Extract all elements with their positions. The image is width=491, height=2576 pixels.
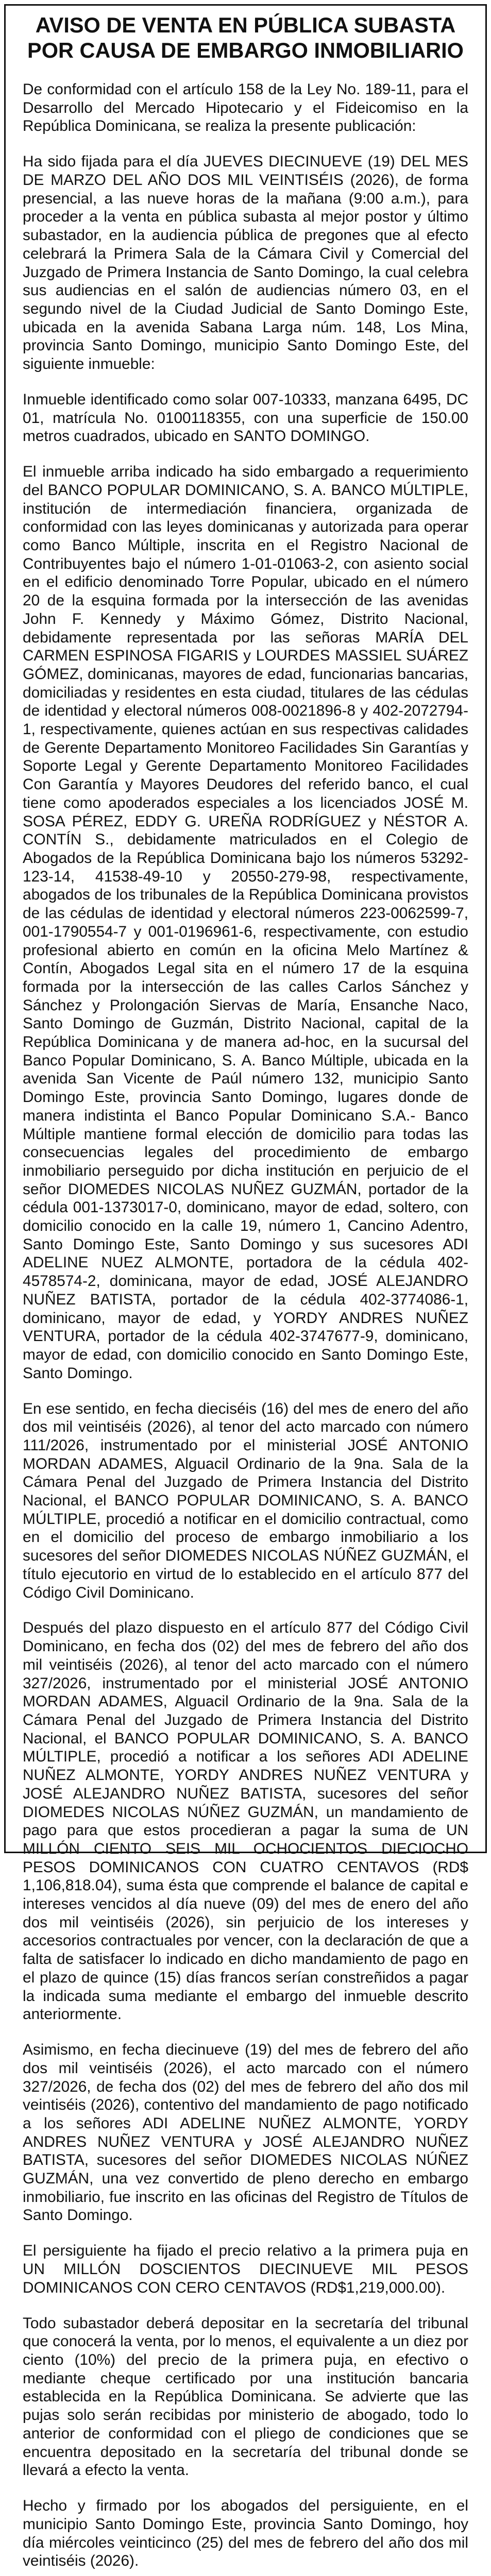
- paragraph-property: Inmueble identificado como solar 007-10333, manzana 6495, DC 01, matrícula No. 0100118355, con una superficie de 150.00 metros cuadrados, ubicado en SANTO DOMINGO.: [23, 391, 468, 445]
- paragraph-signing-statement: Hecho y firmado por los abogados del persiguiente, en el municipio Santo Domingo Este, provincia Santo Domingo, hoy día miércoles veinticinco (25) del mes de febrero del año dos mil veintiséis (2026).: [23, 2497, 468, 2570]
- paragraph-title-notification: En ese sentido, en fecha dieciséis (16) del mes de enero del año dos mil veintiséis (2026), al tenor del acto marcado con número 111/2026, instrumentado por el ministerial JOSÉ ANTONIO MORDAN ADAMES, Alguacil Ordinario de la 9na. Sala de la Cámara Penal del Juzgado de Primera Instancia del Distrito Nacional, el BANCO POPULAR DOMINICANO, S. A. BANCO MÚLTIPLE, procedió a notificar en el domicilio contractual, como en el domicilio del proceso de embargo inmobiliario a los sucesores del señor DIOMEDES NICOLAS NÚÑEZ GUZMÁN, el título ejecutorio en virtud de lo establecido en el artículo 877 del Código Civil Dominicano.: [23, 1400, 468, 1601]
- paragraph-bidder-deposit: Todo subastador deberá depositar en la secretaría del tribunal que conocerá la venta, por lo menos, el equivalente a un diez por ciento (10%) del precio de la primera puja, en efectivo o mediante cheque certificado por una institución bancaria establecida en la República Dominicana. Se advierte que las pujas solo serán recibidas por ministerio de abogado, todo lo anterior de conformidad con el pliego de condiciones que se encuentra depositado en la secretaría del tribunal donde se llevará a efecto la venta.: [23, 2314, 468, 2479]
- paragraph-payment-order: Después del plazo dispuesto en el artículo 877 del Código Civil Dominicano, en fecha dos (02) del mes de febrero del año dos mil veintiséis (2026), al tenor del acto marcado con el número 327/2026, instrumentado por el ministerial JOSÉ ANTONIO MORDAN ADAMES, Alguacil Ordinario de la 9na. Sala de la Cámara Penal del Juzgado de Primera Instancia del Distrito Nacional, el BANCO POPULAR DOMINICANO, S. A. BANCO MÚLTIPLE, procedió a notificar a los señores ADI ADELINE NUÑEZ ALMONTE, YORDY ANDRES NUÑEZ VENTURA y JOSÉ ALEJANDRO NUÑEZ BATISTA, sucesores del señor DIOMEDES NICOLAS NÚÑEZ GUZMÁN, un mandamiento de pago para que estos procedieran a pagar la suma de UN MILLÓN CIENTO SEIS MIL OCHOCIENTOS DIECIOCHO PESOS DOMINICANOS CON CUATRO CENTAVOS (RD$ 1,106,818.04), suma ésta que comprende el balance de capital e intereses vencidos al día nueve (09) del mes de enero del año dos mil veintiséis (2026), sin perjuicio de los intereses y accesorios contractuales por vencer, con la declaración de que a falta de satisfacer lo indicado en dicho mandamiento de pago en el plazo de quince (15) días francos serían constreñidos a pagar la indicada suma mediante el embargo del inmueble descrito anteriormente.: [23, 1619, 468, 2023]
- paragraph-auction-date: Ha sido fijada para el día JUEVES DIECINUEVE (19) DEL MES DE MARZO DEL AÑO DOS MIL VEINTISÉIS (2026), de forma presencial, a las nueve horas de la mañana (9:00 a.m.), para proceder a la venta en pública subasta al mejor postor y último subastador, en la audiencia pública de pregones que al efecto celebrará la Primera Sala de la Cámara Civil y Comercial del Juzgado de Primera Instancia de Santo Domingo, la cual celebra sus audiencias en el salón de audiencias número 03, en el segundo nivel de la Ciudad Judicial de Santo Domingo Este, ubicada en la avenida Sabana Larga núm. 148, Los Mina, provincia Santo Domingo, municipio Santo Domingo Este, del siguiente inmueble:: [23, 153, 468, 373]
- paragraph-first-bid-price: El persiguiente ha fijado el precio relativo a la primera puja en UN MILLÓN DOSCIENTOS DIECINUEVE MIL PESOS DOMINICANOS CON CERO CENTAVOS (RD$1,219,000.00).: [23, 2242, 468, 2296]
- paragraph-seizure-parties: El inmueble arriba indicado ha sido embargado a requerimiento del BANCO POPULAR DOMINICANO, S. A. BANCO MÚLTIPLE, institución de intermediación financiera, organizada de conformidad con las leyes dominicanas y autorizada para operar como Banco Múltiple, inscrita en el Registro Nacional de Contribuyentes bajo el número 1-01-01063-2, con asiento social en el edificio denominado Torre Popular, ubicado en el número 20 de la esquina formada por la intersección de las avenidas John F. Kennedy y Máximo Gómez, Distrito Nacional, debidamente representada por las señoras MARÍA DEL CARMEN ESPINOSA FIGARIS y LOURDES MASSIEL SUÁREZ GÓMEZ, dominicanas, mayores de edad, funcionarias bancarias, domiciliadas y residentes en esta ciudad, titulares de las cédulas de identidad y electoral números 008-0021896-8 y 402-2072794-1, respectivamente, quienes actúan en sus respectivas calidades de Gerente Departamento Monitoreo Facilidades Sin Garantías y Soporte Legal y Gerente Departamento Monitoreo Facilidades Con Garantía y Mayores Deudores del referido banco, el cual tiene como apoderados especiales a los licenciados JOSÉ M. SOSA PÉREZ, EDDY G. UREÑA RODRÍGUEZ y NÉSTOR A. CONTÍN S., debidamente matriculados en el Colegio de Abogados de la República Dominicana bajo los números 53292-123-14, 41538-49-10 y 20550-279-98, respectivamente, abogados de los tribunales de la República Dominicana provistos de las cédulas de identidad y electoral números 223-0062599-7, 001-1790554-7 y 001-0196961-6, respectivamente, con estudio profesional abierto en común en la oficina Melo Martínez & Contín, Abogados Legal sita en el número 17 de la esquina formada por la intersección de las calles Carlos Sánchez y Sánchez y Prolongación Siervas de María, Ensanche Naco, Santo Domingo de Guzmán, Distrito Nacional, capital de la República Dominicana y de manera ad-hoc, en la sucursal del Banco Popular Dominicano, S. A. Banco Múltiple, ubicada en la avenida San Vicente de Paúl número 132, municipio Santo Domingo Este, provincia Santo Domingo, lugares donde de manera indistinta el Banco Popular Dominicano S.A.- Banco Múltiple mantiene formal elección de domicilio para todas las consecuencias legales del procedimiento de embargo inmobiliario perseguido por dicha institución en perjuicio de el señor DIOMEDES NICOLAS NUÑEZ GUZMÁN, portador de la cédula 001-1373017-0, dominicano, mayor de edad, soltero, con domicilio conocido en la calle 19, número 1, Cancino Adentro, Santo Domingo Este, Santo Domingo y sus sucesores ADI ADELINE NUEZ ALMONTE, portadora de la cédula 402-4578574-2, dominicana, mayor de edad, JOSÉ ALEJANDRO NUÑEZ BATISTA, portador de la cédula 402-3774086-1, dominicano, mayor de edad, y YORDY ANDRES NUÑEZ VENTURA, portador de la cédula 402-3747677-9, dominicano, mayor de edad, con domicilio conocido en Santo Domingo Este, Santo Domingo.: [23, 463, 468, 1382]
- paragraph-registration: Asimismo, en fecha diecinueve (19) del mes de febrero del año dos mil veintiséis (2026), el acto marcado con el número 327/2026, de fecha dos (02) del mes de febrero del año dos mil veintiséis (2026), contentivo del mandamiento de pago notificado a los señores ADI ADELINE NUÑEZ ALMONTE, YORDY ANDRES NUÑEZ VENTURA y JOSÉ ALEJANDRO NUÑEZ BATISTA, sucesores del señor DIOMEDES NICOLAS NÚÑEZ GUZMÁN, una vez convertido de pleno derecho en embargo inmobiliario, fue inscrito en las oficinas del Registro de Títulos de Santo Domingo.: [23, 2041, 468, 2224]
- paragraph-legal-basis: De conformidad con el artículo 158 de la Ley No. 189-11, para el Desarrollo del Mercado Hipotecario y el Fideicomiso en la República Dominicana, se realiza la presente publicación:: [23, 81, 468, 135]
- notice-content: [23, 12, 468, 2576]
- notice-title: AVISO DE VENTA EN PÚBLICA SUBASTA POR CAUSA DE EMBARGO INMOBILIARIO: [27, 13, 464, 62]
